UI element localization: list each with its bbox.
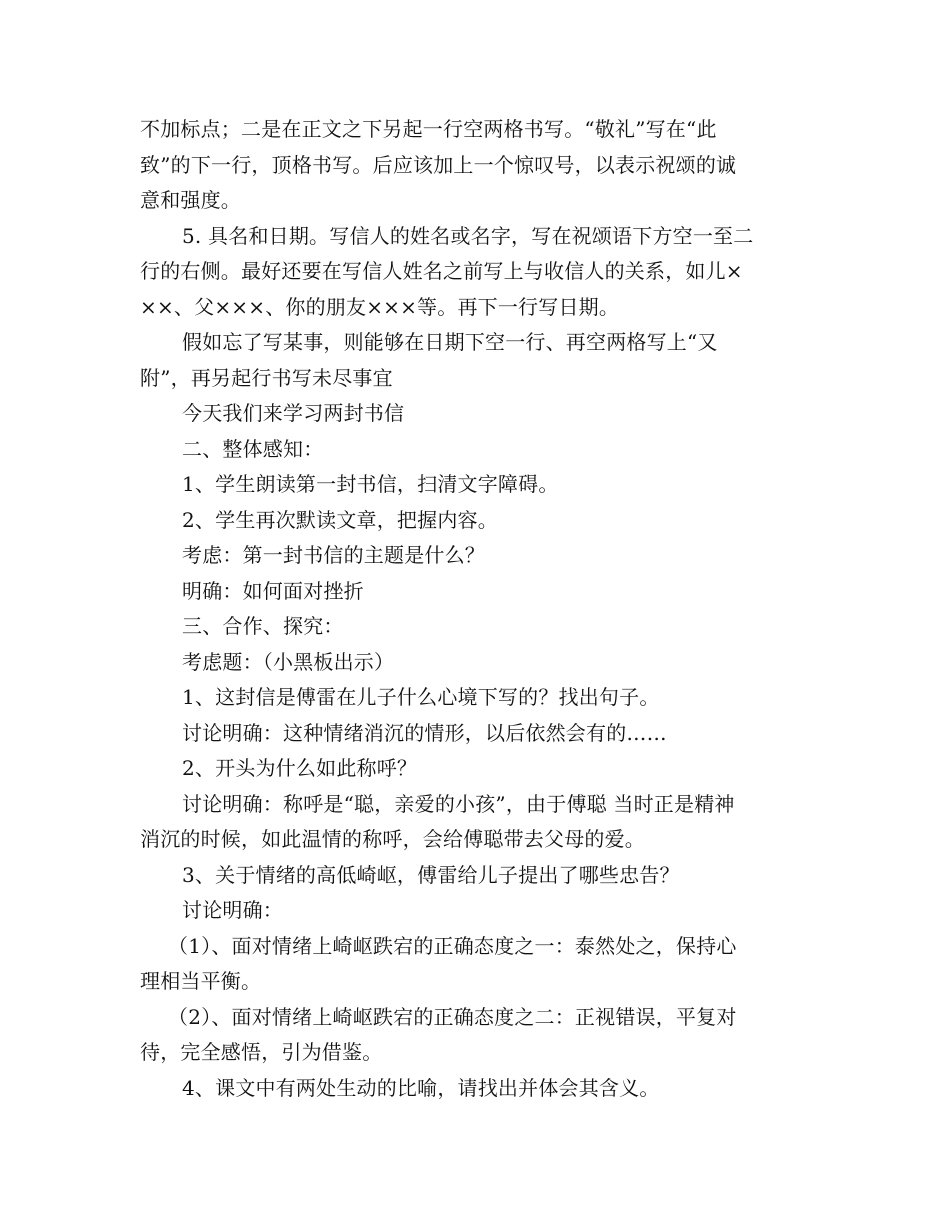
text-line: 5. 具名和日期。写信人的姓名或名字，写在祝颂语下方空一至二: [182, 223, 754, 248]
text-line: 意和强度。: [140, 188, 241, 212]
text-line: 讨论明确：这种情绪消沉的情形，以后依然会有的……: [182, 720, 667, 745]
text-line: 1、学生朗读第一封书信，扫清文字障碍。: [182, 472, 559, 496]
text-line: 明确：如何面对挫折: [182, 578, 364, 603]
text-line: 1、这封信是傅雷在儿子什么心境下写的？找出句子。: [182, 685, 660, 709]
text-line: ××、父×××、你的朋友×××等。再下一行写日期。: [140, 294, 620, 319]
text-line: 行的右侧。最好还要在写信人姓名之前写上与收信人的关系，如儿×: [140, 259, 743, 283]
text-line: 待，完全感悟，引为借鉴。: [140, 1040, 383, 1064]
text-line: 讨论明确：称呼是“聪，亲爱的小孩”，由于傅聪 当时正是精神: [182, 791, 735, 816]
text-line: 讨论明确：: [182, 898, 283, 922]
text-line: 4、课文中有两处生动的比喻，请找出并体会其含义。: [182, 1075, 660, 1100]
section-heading: 二、整体感知：: [182, 436, 324, 461]
text-line: 今天我们来学习两封书信: [182, 401, 405, 425]
text-line: 假如忘了写某事，则能够在日期下空一行、再空两格写上“又: [182, 330, 718, 354]
text-line: 消沉的时候，如此温情的称呼，会给傅聪带去父母的爱。: [140, 827, 645, 851]
text-line: （2）、面对情绪上崎岖跌宕的正确态度之二：正视错误，平复对: [168, 1004, 737, 1029]
text-line: （1）、面对情绪上崎岖跌宕的正确态度之一：泰然处之，保持心: [168, 933, 737, 958]
text-line: 不加标点；二是在正文之下另起一行空两格书写。“敬礼”写在“此: [140, 117, 717, 141]
text-line: 理相当平衡。: [140, 969, 262, 993]
document-body: [140, 112, 812, 1106]
text-line: 2、学生再次默读文章，把握内容。: [182, 507, 498, 532]
text-line: 2、开头为什么如此称呼？: [182, 756, 418, 780]
text-line: 附”，再另起行书写未尽事宜: [140, 365, 393, 390]
text-line: 3、关于情绪的高低崎岖，傅雷给儿子提出了哪些忠告？: [182, 862, 680, 887]
text-line: 考虑：第一封书信的主题是什么？: [182, 543, 485, 567]
text-line: 考虑题：（小黑板出示）: [182, 649, 395, 674]
text-line: 致”的下一行，顶格书写。后应该加上一个惊叹号，以表示祝颂的诚: [140, 152, 737, 177]
section-heading: 三、合作、探究：: [182, 614, 344, 638]
